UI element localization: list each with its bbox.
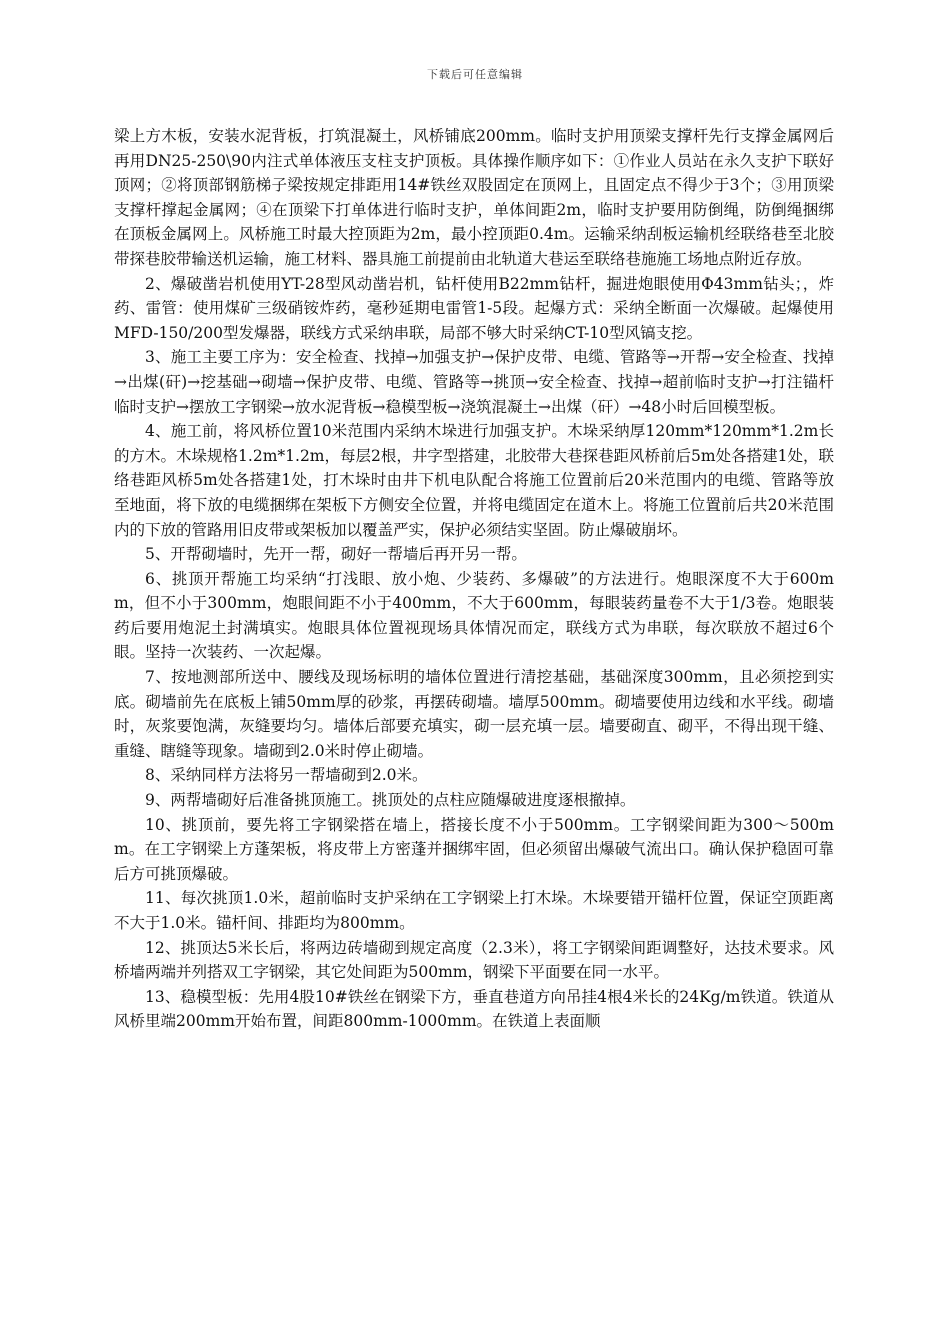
paragraph-13-formwork: 13、稳模型板：先用4股10#铁丝在钢梁下方，垂直巷道方向吊挂4根4米长的24Kg/m铁道。铁道从风桥里端200mm开始布置，间距800mm-1000mm。在铁道上表面顺 [114,987,834,1031]
document-body [114,124,834,1034]
paragraph-continuation: 梁上方木板，安装水泥背板，打筑混凝土，风桥铺底200mm。临时支护用顶梁支撑杆先行支撑金属网后再用DN25-250\90内注式单体液压支柱支护顶板。具体操作顺序如下：①作业人员站在永久支护下联好顶网；②将顶部钢筋梯子梁按规定排距用14#铁丝双股固定在顶网上，且固定点不得少于3个；③用顶梁支撑杆撑起金属网；④在顶梁下打单体进行临时支护，单体间距2m，临时支护要用防倒绳，防倒绳捆绑在顶板金属网上。风桥施工时最大控顶距为2m，最小控顶距0.4m。运输采纳刮板运输机经联络巷至北胶带探巷胶带输送机运输，施工材料、器具施工前提前由北轨道大巷运至联络巷施施工场地点附近存放。 [114,127,834,268]
paragraph-11-each-roof: 11、每次挑顶1.0米，超前临时支护采纳在工字钢梁上打木垛。木垛要错开锚杆位置，保证空顶距离不大于1.0米。锚杆间、排距均为800mm。 [114,889,834,932]
paragraph-6-roof-method: 6、挑顶开帮施工均采纳“打浅眼、放小炮、少装药、多爆破”的方法进行。炮眼深度不大于600mm，但不小于300mm，炮眼间距不小于400mm，不大于600mm，每眼装药量卷不大于1/3卷。炮眼装药后要用炮泥土封满填实。炮眼具体位置视现场具体情况而定，联线方式为串联，每次联放不超过6个眼。坚持一次装药、一次起爆。 [114,569,834,662]
paragraph-2-blasting: 2、爆破凿岩机使用YT-28型风动凿岩机，钻杆使用B22mm钻杆，掘进炮眼使用Φ43mm钻头；，炸药、雷管：使用煤矿三级硝铵炸药，毫秒延期电雷管1-5段。起爆方式：采纳全断面一次爆破。起爆使用MFD-150/200型发爆器，联线方式采纳串联，局部不够大时采纳CT-10型风镐支挖。 [114,274,834,342]
paragraph-4-reinforcement: 4、施工前，将风桥位置10米范围内采纳木垛进行加强支护。木垛采纳厚120mm*120mm*1.2m长的方木。木垛规格1.2m*1.2m，每层2根，井字型搭建，北胶带大巷探巷距风桥前后5m处各搭建1处，联络巷距风桥5m处各搭建1处，打木垛时由井下机电队配合将施工位置前后20米范围内的电缆、管路等放至地面，将下放的电缆捆绑在架板下方侧安全位置，并将电缆固定在道木上。将施工位置前后共20米范围内的下放的管路用旧皮带或架板加以覆盖严实，保护必须结实坚固。防止爆破崩坏。 [114,422,834,539]
paragraph-8-other-wall: 8、采纳同样方法将另一帮墙砌到2.0米。 [145,766,428,785]
paragraph-3-procedure: 3、施工主要工序为：安全检查、找掉→加强支护→保护皮带、电缆、管路等→开帮→安全检查、找掉→出煤(矸)→挖基础→砌墙→保护皮带、电缆、管路等→挑顶→安全检查、找掉→超前临时支护→打注锚杆临时支护→摆放工字钢梁→放水泥背板→稳模型板→浇筑混凝土→出煤（矸）→48小时后回模型板。 [114,348,834,416]
paragraph-5-wall: 5、开帮砌墙时，先开一帮，砌好一帮墙后再开另一帮。 [145,545,527,564]
page-header: 下载后可任意编辑 [427,68,523,81]
paragraph-10-steel-beam: 10、挑顶前，要先将工字钢梁搭在墙上，搭接长度不小于500mm。工字钢梁间距为300～500mm。在工字钢梁上方蓬架板，将皮带上方密蓬并捆绑牢固，但必须留出爆破气流出口。确认保护稳固可靠后方可挑顶爆破。 [114,815,834,883]
paragraph-9-prepare-roof: 9、两帮墙砌好后准备挑顶施工。挑顶处的点柱应随爆破进度逐根撤掉。 [145,791,636,810]
paragraph-7-foundation: 7、按地测部所送中、腰线及现场标明的墙体位置进行清挖基础，基础深度300mm，且必须挖到实底。砌墙前先在底板上铺50mm厚的砂浆，再摆砖砌墙。墙厚500mm。砌墙要使用边线和水平线。砌墙时，灰浆要饱满，灰缝要均匀。墙体后部要充填实，砌一层充填一层。墙要砌直、砌平，不得出现干缝、重缝、瞎缝等现象。墙砌到2.0米时停止砌墙。 [114,668,834,760]
paragraph-12-wall-height: 12、挑顶达5米长后，将两边砖墙砌到规定高度（2.3米），将工字钢梁间距调整好，达技术要求。风桥墙两端并列搭双工字钢梁，其它处间距为500mm，钢梁下平面要在同一水平。 [114,938,834,982]
